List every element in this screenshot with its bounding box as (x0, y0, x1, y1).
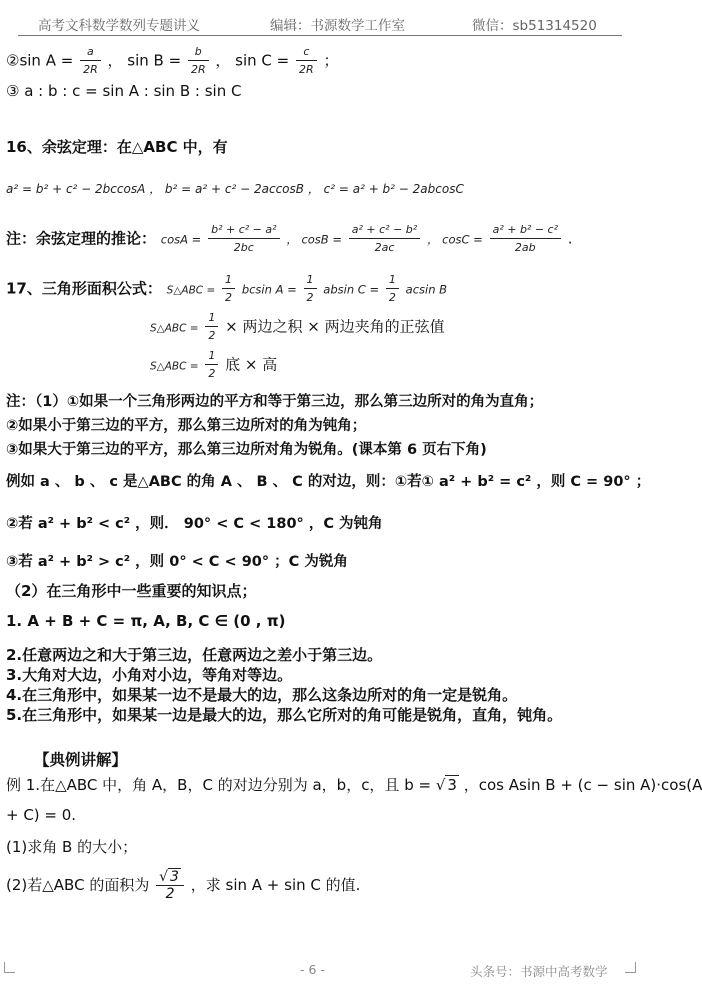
frac-num: a² + c² − b² (351, 223, 418, 236)
frac-cos-c (490, 222, 561, 256)
corollary-label: 注：余弦定理的推论： (6, 229, 157, 248)
sin-a-label: ②sin A = (6, 51, 74, 70)
header-title: 高考文科数学数列专题讲义 (38, 18, 200, 34)
question-2 (6, 868, 360, 903)
frac-num: b (194, 45, 202, 58)
frac-num: 1 (306, 273, 314, 286)
frac-num: 1 (225, 273, 233, 286)
frac-a-2r (80, 44, 101, 78)
knowledge-2: 2.任意两边之和大于第三边，任意两边之差小于第三边。 (6, 646, 383, 664)
question-2-text-cont: ，求 sin A + sin C 的值. (190, 876, 361, 894)
frac-num: 1 (388, 273, 396, 286)
header-wechat: 微信：sb51314520 (472, 18, 597, 34)
question-2-text: (2)若△ABC 的面积为 (6, 876, 150, 894)
page-header (0, 0, 640, 34)
area-label: S△ABC = (150, 360, 199, 373)
line-end: ； (323, 51, 339, 70)
frac-num: 1 (208, 349, 216, 362)
area-term-bc: bcsin A = (241, 282, 297, 297)
frac-num: a² + b² − c² (492, 223, 558, 236)
page-number: - 6 - (300, 962, 325, 977)
frac-half (222, 272, 235, 306)
cos-a-label: cosA = (160, 232, 202, 247)
frac-den: 2 (205, 326, 218, 344)
frac-num: c (303, 45, 310, 58)
cos-b-label: ， cosB = (286, 232, 342, 247)
header-editor: 编辑：书源数学工作室 (270, 18, 405, 34)
frac-den: 2R (188, 60, 209, 78)
cos-c-label: ， cosC = (426, 232, 483, 247)
sine-law-proportion: ③ a : b : c = sin A : sin B : sin C (6, 82, 242, 100)
area-formula-1 (6, 272, 447, 306)
frac-den: 2ac (349, 238, 420, 256)
cosine-law-corollary (6, 222, 573, 256)
corner-mark (4, 962, 15, 973)
frac-num: 1 (208, 311, 216, 324)
area-term-ab: absin C = (323, 282, 380, 297)
area-label: S△ABC = (166, 284, 216, 297)
frac-half (386, 272, 399, 306)
area-term-ac: acsin B (405, 282, 448, 297)
frac-den: 2 (156, 885, 184, 903)
frac-den: 2ab (490, 238, 561, 256)
frac-den: 2 (205, 364, 218, 382)
frac-b-2r (188, 44, 209, 78)
area-label: S△ABC = (150, 322, 199, 335)
knowledge-5: 5.在三角形中，如果某一边是最大的边，那么它所对的角可能是锐角，直角，钝角。 (6, 706, 563, 724)
sqrt-value: 3 (447, 776, 457, 794)
area-description: 底 × 高 (225, 355, 278, 374)
note-2: ②如果小于第三边的平方，那么第三边所对的角为钝角； (6, 418, 367, 434)
frac-half (205, 348, 218, 382)
frac-sqrt3-over-2 (156, 868, 184, 903)
corner-mark (625, 962, 636, 973)
knowledge-4: 4.在三角形中，如果某一边不是最大的边，那么这条边所对的角一定是锐角。 (6, 686, 518, 704)
frac-num: b² + c² − a² (211, 223, 277, 236)
question-1: (1)求角 B 的大小； (6, 838, 138, 856)
example-acute: ③若 a² + b² > c² ，则 0° < C < 90° ；C 为锐角 (6, 554, 348, 570)
line-end: . (567, 229, 573, 248)
example-1-statement-end: + C) = 0. (6, 806, 77, 824)
frac-den: 2 (386, 288, 399, 306)
area-description: × 两边之积 × 两边夹角的正弦值 (225, 317, 445, 336)
knowledge-3: 3.大角对大边，小角对小边，等角对等边。 (6, 666, 293, 684)
area-formula-2 (150, 310, 445, 344)
example-obtuse: ②若 a² + b² < c² ，则． 90° < C < 180° ，C 为钝角 (6, 516, 383, 532)
examples-header: 【典例讲解】 (34, 751, 128, 769)
note-3: ③如果大于第三边的平方，那么第三边所对角为锐角。(课本第 6 页右下角) (6, 442, 487, 458)
example-1-statement (6, 774, 702, 795)
frac-half (304, 272, 317, 306)
frac-den: 2R (80, 60, 101, 78)
frac-den: 2 (222, 288, 235, 306)
frac-cos-a (208, 222, 279, 256)
section-16-title: 16、余弦定理：在△ABC 中，有 (6, 138, 228, 156)
example-1-text-cont: ，cos Asin B + (c − sin A)·cos(A (463, 776, 702, 794)
frac-num: √ 3 (159, 869, 179, 885)
frac-den: 2R (296, 60, 317, 78)
frac-half (205, 310, 218, 344)
knowledge-1: 1. A + B + C = π, A, B, C ∈ (0 , π) (6, 612, 286, 630)
knowledge-title: （2）在三角形中一些重要的知识点； (6, 582, 257, 600)
header-rule (18, 35, 622, 36)
footer-source: 头条号：书源中高考数学 (470, 964, 608, 979)
section-17-title: 17、三角形面积公式： (6, 279, 162, 298)
sin-b-label: ， sin B = (107, 51, 182, 70)
frac-c-2r (296, 44, 317, 78)
cosine-law-formula: a² = b² + c² − 2bccosA ， b² = a² + c² − 2accosB ， c² = a² + b² − 2abcosC (6, 182, 464, 196)
sqrt-value: 3 (170, 869, 179, 885)
frac-den: 2 (304, 288, 317, 306)
sine-law-ratios (6, 44, 338, 78)
frac-cos-b (349, 222, 420, 256)
frac-num: a (87, 45, 94, 58)
sqrt-icon: √ (435, 776, 446, 794)
note-1: 注：（1）①如果一个三角形两边的平方和等于第三边，那么第三边所对的角为直角； (6, 394, 544, 410)
frac-den: 2bc (208, 238, 279, 256)
example-intro: 例如 a 、 b 、 c 是△ABC 的角 A 、 B 、 C 的对边，则：①若① a² + b² = c² ，则 C = 90° ； (6, 474, 651, 490)
sin-c-label: ， sin C = (215, 51, 290, 70)
example-1-text: 例 1.在△ABC 中，角 A，B，C 的对边分别为 a，b，c，且 b = (6, 776, 432, 794)
area-formula-3 (150, 348, 277, 382)
